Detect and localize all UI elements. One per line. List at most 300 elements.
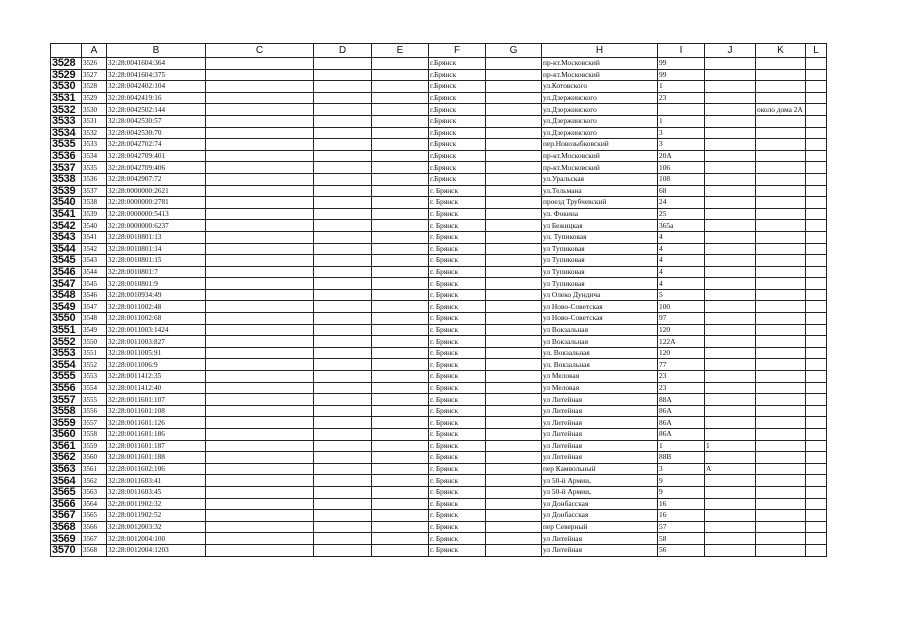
cell-f-city[interactable]: г. Брянск xyxy=(429,382,486,394)
row-number[interactable]: 3550 xyxy=(51,313,82,325)
cell-g[interactable] xyxy=(486,92,542,104)
cell-h-street[interactable]: ул Литейная xyxy=(542,452,658,464)
cell-e[interactable] xyxy=(372,429,429,441)
cell-l[interactable] xyxy=(806,92,827,104)
cell-a[interactable]: 3545 xyxy=(82,278,107,290)
cell-l[interactable] xyxy=(806,150,827,162)
cell-k-note[interactable] xyxy=(756,58,806,70)
cell-c[interactable] xyxy=(206,313,314,325)
cell-l[interactable] xyxy=(806,231,827,243)
cell-d[interactable] xyxy=(314,394,372,406)
cell-k-note[interactable] xyxy=(756,185,806,197)
cell-h-street[interactable]: ул Меловая xyxy=(542,371,658,383)
cell-a[interactable]: 3555 xyxy=(82,394,107,406)
cell-j[interactable] xyxy=(705,127,756,139)
cell-k-note[interactable] xyxy=(756,336,806,348)
cell-a[interactable]: 3551 xyxy=(82,347,107,359)
cell-d[interactable] xyxy=(314,417,372,429)
cell-h-street[interactable]: ул Вокзальная xyxy=(542,336,658,348)
cell-e[interactable] xyxy=(372,301,429,313)
cell-j[interactable] xyxy=(705,104,756,116)
row-number[interactable]: 3552 xyxy=(51,336,82,348)
cell-e[interactable] xyxy=(372,92,429,104)
cell-d[interactable] xyxy=(314,510,372,522)
cell-l[interactable] xyxy=(806,289,827,301)
cell-f-city[interactable]: г.Брянск xyxy=(429,150,486,162)
cell-i-house[interactable]: 99 xyxy=(658,58,705,70)
cell-d[interactable] xyxy=(314,336,372,348)
cell-e[interactable] xyxy=(372,394,429,406)
cell-i-house[interactable]: 23 xyxy=(658,382,705,394)
cell-i-house[interactable]: 97 xyxy=(658,313,705,325)
cell-j[interactable] xyxy=(705,336,756,348)
cell-j[interactable] xyxy=(705,533,756,545)
cell-b-cadastral-number[interactable]: 32:28:0012004:100 xyxy=(107,533,206,545)
cell-b-cadastral-number[interactable]: 32:28:0011412:35 xyxy=(107,371,206,383)
cell-a[interactable]: 3554 xyxy=(82,382,107,394)
cell-h-street[interactable]: ул Тупиковая xyxy=(542,278,658,290)
cell-j[interactable] xyxy=(705,429,756,441)
cell-k-note[interactable] xyxy=(756,289,806,301)
row-number[interactable]: 3546 xyxy=(51,266,82,278)
cell-g[interactable] xyxy=(486,220,542,232)
cell-b-cadastral-number[interactable]: 32:28:0011603:45 xyxy=(107,486,206,498)
cell-b-cadastral-number[interactable]: 32:28:0011902:32 xyxy=(107,498,206,510)
cell-g[interactable] xyxy=(486,324,542,336)
cell-c[interactable] xyxy=(206,521,314,533)
cell-g[interactable] xyxy=(486,452,542,464)
cell-i-house[interactable]: 58 xyxy=(658,533,705,545)
cell-i-house[interactable]: 23 xyxy=(658,371,705,383)
cell-f-city[interactable]: г.Брянск xyxy=(429,58,486,70)
cell-l[interactable] xyxy=(806,173,827,185)
row-number[interactable]: 3536 xyxy=(51,150,82,162)
column-header-h[interactable]: H xyxy=(542,44,658,58)
cell-j[interactable] xyxy=(705,92,756,104)
cell-a[interactable]: 3561 xyxy=(82,463,107,475)
row-number[interactable]: 3539 xyxy=(51,185,82,197)
cell-d[interactable] xyxy=(314,486,372,498)
cell-a[interactable]: 3568 xyxy=(82,544,107,556)
cell-a[interactable]: 3530 xyxy=(82,104,107,116)
cell-f-city[interactable]: г. Брянск xyxy=(429,405,486,417)
cell-k-note[interactable] xyxy=(756,208,806,220)
cell-g[interactable] xyxy=(486,463,542,475)
row-number[interactable]: 3534 xyxy=(51,127,82,139)
cell-j[interactable] xyxy=(705,197,756,209)
cell-l[interactable] xyxy=(806,220,827,232)
column-header-d[interactable]: D xyxy=(314,44,372,58)
cell-l[interactable] xyxy=(806,371,827,383)
cell-g[interactable] xyxy=(486,371,542,383)
cell-a[interactable]: 3534 xyxy=(82,150,107,162)
cell-c[interactable] xyxy=(206,336,314,348)
cell-b-cadastral-number[interactable]: 32:28:0010801:14 xyxy=(107,243,206,255)
cell-j[interactable] xyxy=(705,521,756,533)
cell-b-cadastral-number[interactable]: 32:28:0042530:57 xyxy=(107,115,206,127)
cell-k-note[interactable] xyxy=(756,69,806,81)
column-header-b[interactable]: B xyxy=(107,44,206,58)
cell-f-city[interactable]: г. Брянск xyxy=(429,220,486,232)
cell-i-house[interactable]: 1 xyxy=(658,115,705,127)
cell-i-house[interactable]: 9 xyxy=(658,486,705,498)
row-number[interactable]: 3570 xyxy=(51,544,82,556)
cell-d[interactable] xyxy=(314,104,372,116)
cell-a[interactable]: 3539 xyxy=(82,208,107,220)
cell-b-cadastral-number[interactable]: 32:28:0010801:15 xyxy=(107,255,206,267)
row-number[interactable]: 3544 xyxy=(51,243,82,255)
cell-l[interactable] xyxy=(806,127,827,139)
cell-e[interactable] xyxy=(372,150,429,162)
cell-j[interactable] xyxy=(705,231,756,243)
row-number[interactable]: 3569 xyxy=(51,533,82,545)
cell-k-note[interactable] xyxy=(756,127,806,139)
row-number[interactable]: 3556 xyxy=(51,382,82,394)
cell-i-house[interactable]: 68 xyxy=(658,185,705,197)
cell-a[interactable]: 3546 xyxy=(82,289,107,301)
cell-i-house[interactable]: 77 xyxy=(658,359,705,371)
cell-j[interactable] xyxy=(705,115,756,127)
cell-e[interactable] xyxy=(372,104,429,116)
cell-f-city[interactable]: г.Брянск xyxy=(429,69,486,81)
cell-a[interactable]: 3563 xyxy=(82,486,107,498)
cell-g[interactable] xyxy=(486,313,542,325)
cell-a[interactable]: 3557 xyxy=(82,417,107,429)
cell-e[interactable] xyxy=(372,533,429,545)
cell-g[interactable] xyxy=(486,544,542,556)
cell-a[interactable]: 3532 xyxy=(82,127,107,139)
row-number[interactable]: 3540 xyxy=(51,197,82,209)
cell-k-note[interactable] xyxy=(756,173,806,185)
cell-l[interactable] xyxy=(806,208,827,220)
cell-a[interactable]: 3564 xyxy=(82,498,107,510)
cell-g[interactable] xyxy=(486,347,542,359)
cell-l[interactable] xyxy=(806,347,827,359)
cell-a[interactable]: 3549 xyxy=(82,324,107,336)
cell-a[interactable]: 3541 xyxy=(82,231,107,243)
cell-a[interactable]: 3550 xyxy=(82,336,107,348)
cell-e[interactable] xyxy=(372,313,429,325)
cell-k-note[interactable] xyxy=(756,394,806,406)
cell-c[interactable] xyxy=(206,289,314,301)
cell-l[interactable] xyxy=(806,69,827,81)
cell-h-street[interactable]: ул.Котовского xyxy=(542,81,658,93)
cell-j[interactable] xyxy=(705,486,756,498)
cell-h-street[interactable]: ул Литейная xyxy=(542,417,658,429)
cell-c[interactable] xyxy=(206,544,314,556)
column-header-j[interactable]: J xyxy=(705,44,756,58)
row-number[interactable]: 3532 xyxy=(51,104,82,116)
cell-j[interactable] xyxy=(705,173,756,185)
cell-c[interactable] xyxy=(206,394,314,406)
cell-h-street[interactable]: пр-кт.Московский xyxy=(542,162,658,174)
cell-f-city[interactable]: г. Брянск xyxy=(429,336,486,348)
cell-b-cadastral-number[interactable]: 32:28:0011603:41 xyxy=(107,475,206,487)
cell-c[interactable] xyxy=(206,371,314,383)
cell-c[interactable] xyxy=(206,429,314,441)
cell-j[interactable]: А xyxy=(705,463,756,475)
cell-d[interactable] xyxy=(314,301,372,313)
cell-j[interactable] xyxy=(705,255,756,267)
cell-j[interactable] xyxy=(705,510,756,522)
cell-c[interactable] xyxy=(206,92,314,104)
cell-e[interactable] xyxy=(372,266,429,278)
cell-c[interactable] xyxy=(206,81,314,93)
cell-i-house[interactable]: 5 xyxy=(658,289,705,301)
cell-g[interactable] xyxy=(486,382,542,394)
cell-g[interactable] xyxy=(486,475,542,487)
cell-i-house[interactable]: 1 xyxy=(658,81,705,93)
cell-i-house[interactable]: 4 xyxy=(658,243,705,255)
cell-e[interactable] xyxy=(372,324,429,336)
cell-l[interactable] xyxy=(806,452,827,464)
cell-b-cadastral-number[interactable]: 32:28:0011002:68 xyxy=(107,313,206,325)
cell-k-note[interactable] xyxy=(756,544,806,556)
cell-b-cadastral-number[interactable]: 32:28:0000000:6237 xyxy=(107,220,206,232)
cell-h-street[interactable]: ул Тупиковая xyxy=(542,266,658,278)
cell-g[interactable] xyxy=(486,336,542,348)
cell-b-cadastral-number[interactable]: 32:28:0010801:9 xyxy=(107,278,206,290)
cell-j[interactable] xyxy=(705,394,756,406)
cell-f-city[interactable]: г. Брянск xyxy=(429,208,486,220)
cell-d[interactable] xyxy=(314,208,372,220)
cell-b-cadastral-number[interactable]: 32:28:0042709:401 xyxy=(107,150,206,162)
cell-d[interactable] xyxy=(314,185,372,197)
cell-f-city[interactable]: г. Брянск xyxy=(429,278,486,290)
cell-l[interactable] xyxy=(806,429,827,441)
row-number[interactable]: 3537 xyxy=(51,162,82,174)
cell-k-note[interactable] xyxy=(756,463,806,475)
cell-f-city[interactable]: г. Брянск xyxy=(429,486,486,498)
cell-i-house[interactable]: 25 xyxy=(658,208,705,220)
cell-b-cadastral-number[interactable]: 32:28:0011602:106 xyxy=(107,463,206,475)
cell-i-house[interactable]: 108 xyxy=(658,173,705,185)
cell-c[interactable] xyxy=(206,266,314,278)
cell-i-house[interactable]: 56 xyxy=(658,544,705,556)
cell-d[interactable] xyxy=(314,255,372,267)
cell-k-note[interactable] xyxy=(756,429,806,441)
cell-e[interactable] xyxy=(372,185,429,197)
cell-b-cadastral-number[interactable]: 32:28:0012004:1203 xyxy=(107,544,206,556)
row-number[interactable]: 3542 xyxy=(51,220,82,232)
row-number[interactable]: 3554 xyxy=(51,359,82,371)
cell-k-note[interactable] xyxy=(756,498,806,510)
row-number[interactable]: 3538 xyxy=(51,173,82,185)
cell-h-street[interactable]: ул 50-й Армии, xyxy=(542,486,658,498)
cell-f-city[interactable]: г.Брянск xyxy=(429,173,486,185)
cell-a[interactable]: 3548 xyxy=(82,313,107,325)
cell-d[interactable] xyxy=(314,162,372,174)
row-number[interactable]: 3567 xyxy=(51,510,82,522)
cell-k-note[interactable] xyxy=(756,197,806,209)
row-number[interactable]: 3533 xyxy=(51,115,82,127)
cell-l[interactable] xyxy=(806,336,827,348)
row-number[interactable]: 3547 xyxy=(51,278,82,290)
cell-b-cadastral-number[interactable]: 32:28:0011902:52 xyxy=(107,510,206,522)
cell-d[interactable] xyxy=(314,231,372,243)
cell-g[interactable] xyxy=(486,185,542,197)
cell-b-cadastral-number[interactable]: 32:28:0011601:186 xyxy=(107,429,206,441)
column-header-i[interactable]: I xyxy=(658,44,705,58)
cell-f-city[interactable]: г. Брянск xyxy=(429,266,486,278)
cell-b-cadastral-number[interactable]: 32:28:0011412:40 xyxy=(107,382,206,394)
cell-l[interactable] xyxy=(806,382,827,394)
cell-k-note[interactable] xyxy=(756,510,806,522)
cell-k-note[interactable] xyxy=(756,521,806,533)
cell-h-street[interactable]: ул Литейная xyxy=(542,405,658,417)
cell-l[interactable] xyxy=(806,255,827,267)
cell-i-house[interactable]: 86А xyxy=(658,405,705,417)
cell-j[interactable] xyxy=(705,150,756,162)
cell-k-note[interactable] xyxy=(756,81,806,93)
cell-d[interactable] xyxy=(314,498,372,510)
cell-a[interactable]: 3533 xyxy=(82,139,107,151)
cell-e[interactable] xyxy=(372,162,429,174)
cell-l[interactable] xyxy=(806,243,827,255)
cell-d[interactable] xyxy=(314,92,372,104)
cell-i-house[interactable]: 1 xyxy=(658,440,705,452)
cell-b-cadastral-number[interactable]: 32:28:0011601:188 xyxy=(107,452,206,464)
cell-l[interactable] xyxy=(806,475,827,487)
cell-e[interactable] xyxy=(372,115,429,127)
cell-g[interactable] xyxy=(486,162,542,174)
cell-k-note[interactable] xyxy=(756,92,806,104)
cell-l[interactable] xyxy=(806,544,827,556)
cell-g[interactable] xyxy=(486,417,542,429)
cell-a[interactable]: 3560 xyxy=(82,452,107,464)
cell-a[interactable]: 3544 xyxy=(82,266,107,278)
row-number[interactable]: 3558 xyxy=(51,405,82,417)
cell-c[interactable] xyxy=(206,486,314,498)
cell-h-street[interactable]: ул. Тупиковая xyxy=(542,231,658,243)
cell-k-note[interactable] xyxy=(756,255,806,267)
cell-f-city[interactable]: г. Брянск xyxy=(429,197,486,209)
cell-i-house[interactable]: 100 xyxy=(658,301,705,313)
cell-k-note[interactable] xyxy=(756,313,806,325)
cell-c[interactable] xyxy=(206,417,314,429)
row-number[interactable]: 3566 xyxy=(51,498,82,510)
cell-i-house[interactable]: 9 xyxy=(658,475,705,487)
cell-b-cadastral-number[interactable]: 32:28:0041604:364 xyxy=(107,58,206,70)
cell-d[interactable] xyxy=(314,324,372,336)
cell-i-house[interactable]: 4 xyxy=(658,266,705,278)
cell-d[interactable] xyxy=(314,313,372,325)
cell-a[interactable]: 3552 xyxy=(82,359,107,371)
cell-b-cadastral-number[interactable]: 32:28:0011601:187 xyxy=(107,440,206,452)
column-header-g[interactable]: G xyxy=(486,44,542,58)
cell-l[interactable] xyxy=(806,162,827,174)
cell-h-street[interactable]: ул. Вокзальная xyxy=(542,359,658,371)
cell-d[interactable] xyxy=(314,429,372,441)
cell-i-house[interactable]: 365а xyxy=(658,220,705,232)
cell-h-street[interactable]: ул.Дзержинского xyxy=(542,127,658,139)
cell-k-note[interactable]: около дома 2А xyxy=(756,104,806,116)
cell-k-note[interactable] xyxy=(756,301,806,313)
cell-a[interactable]: 3540 xyxy=(82,220,107,232)
cell-f-city[interactable]: г.Брянск xyxy=(429,115,486,127)
row-number[interactable]: 3545 xyxy=(51,255,82,267)
cell-k-note[interactable] xyxy=(756,417,806,429)
cell-e[interactable] xyxy=(372,81,429,93)
cell-f-city[interactable]: г.Брянск xyxy=(429,127,486,139)
row-number[interactable]: 3531 xyxy=(51,92,82,104)
cell-i-house[interactable]: 3 xyxy=(658,127,705,139)
cell-c[interactable] xyxy=(206,58,314,70)
cell-i-house[interactable]: 122А xyxy=(658,336,705,348)
cell-h-street[interactable]: ул. Фокина xyxy=(542,208,658,220)
cell-a[interactable]: 3535 xyxy=(82,162,107,174)
cell-b-cadastral-number[interactable]: 32:28:0042530:70 xyxy=(107,127,206,139)
cell-f-city[interactable]: г. Брянск xyxy=(429,231,486,243)
cell-f-city[interactable]: г. Брянск xyxy=(429,371,486,383)
cell-j[interactable] xyxy=(705,498,756,510)
cell-e[interactable] xyxy=(372,510,429,522)
row-number[interactable]: 3551 xyxy=(51,324,82,336)
cell-d[interactable] xyxy=(314,150,372,162)
cell-e[interactable] xyxy=(372,208,429,220)
cell-f-city[interactable]: г. Брянск xyxy=(429,185,486,197)
cell-k-note[interactable] xyxy=(756,139,806,151)
cell-f-city[interactable]: г. Брянск xyxy=(429,289,486,301)
cell-a[interactable]: 3565 xyxy=(82,510,107,522)
cell-l[interactable] xyxy=(806,359,827,371)
cell-e[interactable] xyxy=(372,231,429,243)
cell-l[interactable] xyxy=(806,405,827,417)
cell-h-street[interactable]: ул Тупиковая xyxy=(542,255,658,267)
cell-h-street[interactable]: ул.Уральская xyxy=(542,173,658,185)
cell-b-cadastral-number[interactable]: 32:28:0011601:126 xyxy=(107,417,206,429)
cell-c[interactable] xyxy=(206,301,314,313)
cell-e[interactable] xyxy=(372,475,429,487)
cell-f-city[interactable]: г. Брянск xyxy=(429,440,486,452)
cell-a[interactable]: 3567 xyxy=(82,533,107,545)
cell-j[interactable]: 1 xyxy=(705,440,756,452)
cell-d[interactable] xyxy=(314,544,372,556)
cell-f-city[interactable]: г.Брянск xyxy=(429,92,486,104)
cell-d[interactable] xyxy=(314,266,372,278)
cell-c[interactable] xyxy=(206,452,314,464)
cell-e[interactable] xyxy=(372,255,429,267)
cell-f-city[interactable]: г. Брянск xyxy=(429,510,486,522)
cell-g[interactable] xyxy=(486,231,542,243)
cell-f-city[interactable]: г. Брянск xyxy=(429,255,486,267)
row-number[interactable]: 3565 xyxy=(51,486,82,498)
column-header-l[interactable]: L xyxy=(806,44,827,58)
cell-d[interactable] xyxy=(314,127,372,139)
cell-c[interactable] xyxy=(206,440,314,452)
cell-i-house[interactable]: 106 xyxy=(658,162,705,174)
cell-a[interactable]: 3566 xyxy=(82,521,107,533)
cell-g[interactable] xyxy=(486,359,542,371)
cell-g[interactable] xyxy=(486,510,542,522)
cell-i-house[interactable]: 86А xyxy=(658,417,705,429)
cell-g[interactable] xyxy=(486,394,542,406)
cell-c[interactable] xyxy=(206,173,314,185)
cell-l[interactable] xyxy=(806,139,827,151)
cell-a[interactable]: 3542 xyxy=(82,243,107,255)
cell-j[interactable] xyxy=(705,371,756,383)
cell-l[interactable] xyxy=(806,324,827,336)
cell-f-city[interactable]: г. Брянск xyxy=(429,324,486,336)
cell-e[interactable] xyxy=(372,289,429,301)
cell-c[interactable] xyxy=(206,347,314,359)
cell-f-city[interactable]: г. Брянск xyxy=(429,521,486,533)
cell-l[interactable] xyxy=(806,115,827,127)
cell-h-street[interactable]: ул Олеко Дундича xyxy=(542,289,658,301)
cell-i-house[interactable]: 120 xyxy=(658,324,705,336)
cell-b-cadastral-number[interactable]: 32:28:0000000:5413 xyxy=(107,208,206,220)
cell-h-street[interactable]: пер Северный xyxy=(542,521,658,533)
